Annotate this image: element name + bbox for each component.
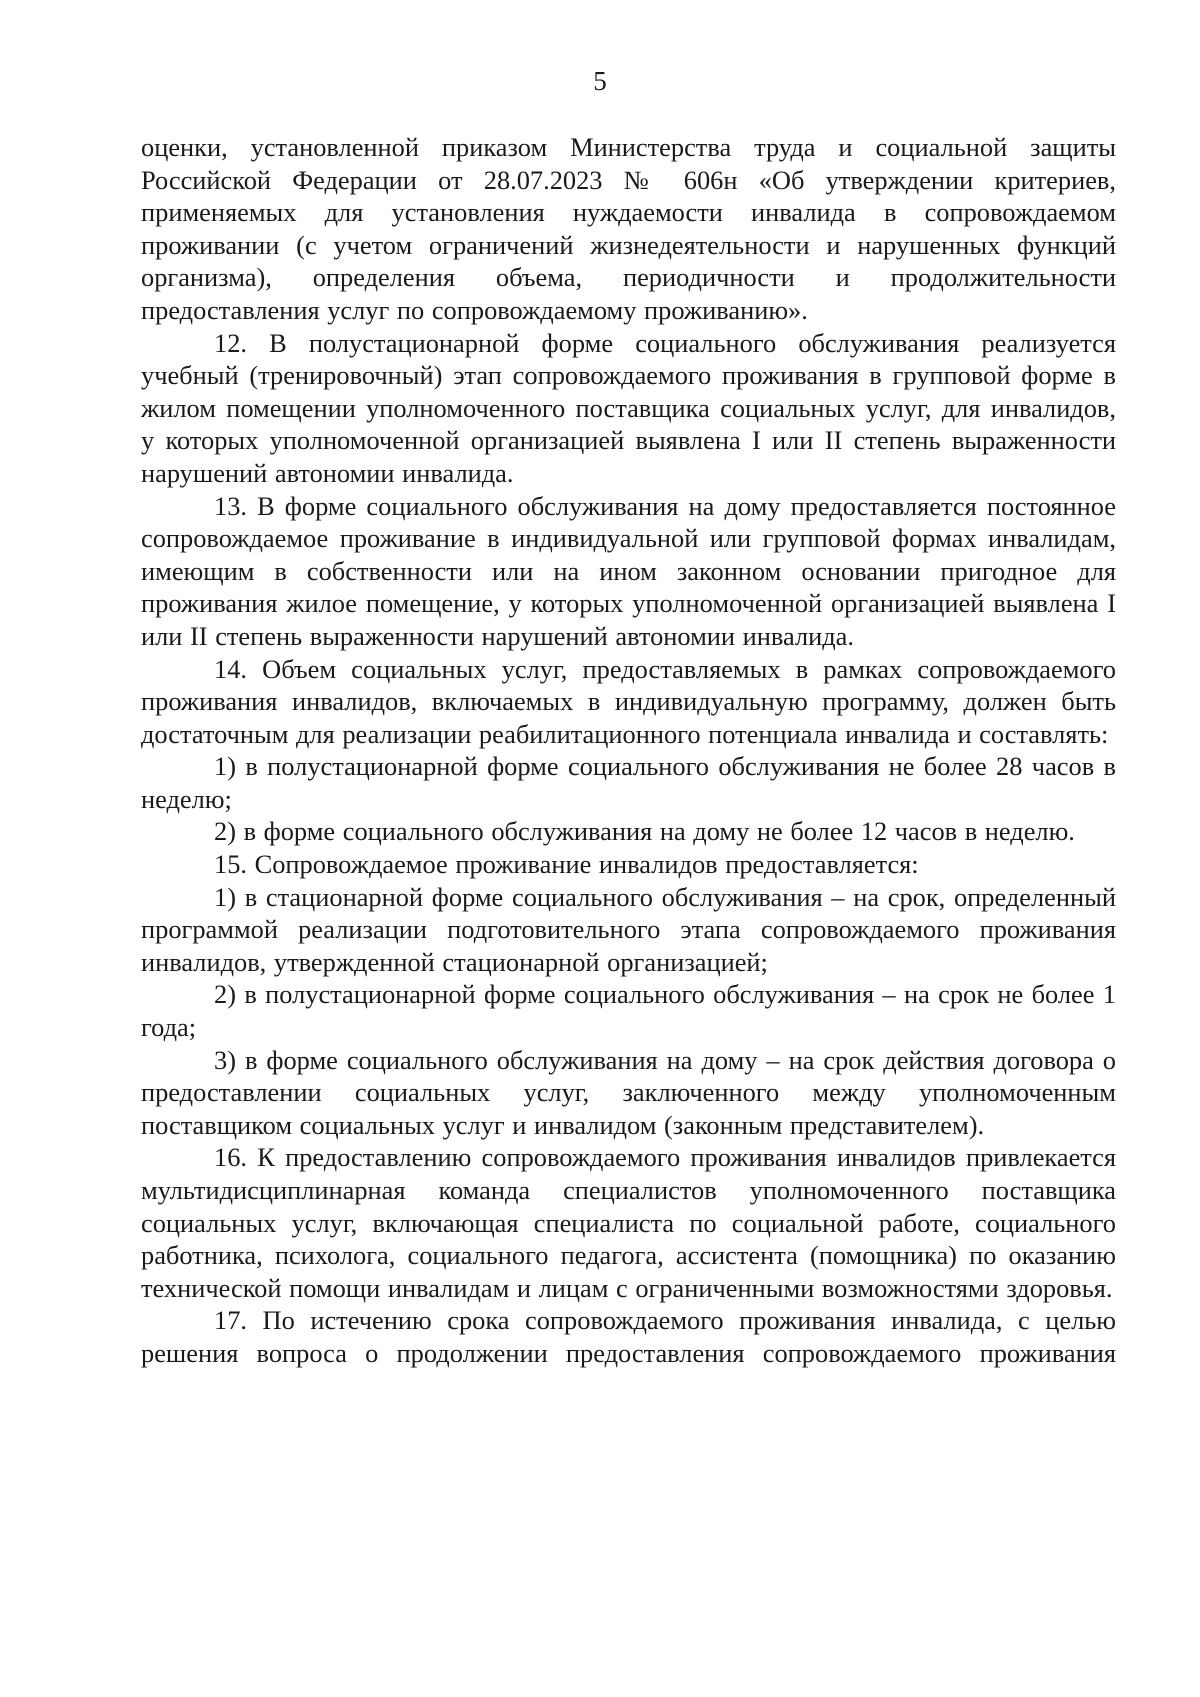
- page-number: 5: [593, 66, 607, 96]
- paragraph-12: 12. В полустационарной форме социального обслуживания реализуется учебный (тренировочный) этап сопровождаемого проживания в групповой форме в жилом помещении уполномоченного поставщика социальных услуг, для инвалидов, у которых уполномоченной организацией выявлена I или II степень выраженности нарушений автономии инвалида.: [141, 327, 1116, 488]
- paragraph-14: 14. Объем социальных услуг, предоставляемых в рамках сопровождаемого проживания инвалидов, включаемых в индивидуальную программу, должен быть достаточным для реализации реабилитационного потенциала инвалида и составлять:: [141, 653, 1116, 749]
- paragraph-17: 17. По истечению срока сопровождаемого проживания инвалида, с целью решения вопроса о продолжении предоставления сопровождаемого проживания: [141, 1305, 1116, 1368]
- paragraph-15-item-2: 2) в полустационарной форме социального обслуживания – на срок не более 1 года;: [141, 979, 1116, 1043]
- paragraph-15-item-3: 3) в форме социального обслуживания на дому – на срок действия договора о предоставлении социальных услуг, заключенного между уполномоченным поставщиком социальных услуг и инвалидом (законным представителем).: [141, 1044, 1116, 1140]
- paragraph-14-item-2: 2) в форме социального обслуживания на дому не более 12 часов в неделю.: [214, 816, 1075, 847]
- paragraph-criteria-order: оценки, установленной приказом Министерства труда и социальной защиты Российской Федерации от 28.07.2023 № 606н «Об утверждении критериев, применяемых для установления нуждаемости инвалида в сопровождаемом проживании (с учетом ограничений жизнедеятельности и нарушенных функций организма), определения объема, периодичности и продолжительности предоставления услуг по сопровождаемому проживанию».: [141, 132, 1116, 325]
- paragraph-14-item-1: 1) в полустационарной форме социального обслуживания не более 28 часов в неделю;: [141, 751, 1116, 814]
- paragraph-15-item-1: 1) в стационарной форме социального обслуживания – на срок, определенный программой реализации подготовительного этапа сопровождаемого проживания инвалидов, утвержденной стационарной организацией;: [141, 881, 1116, 977]
- document-body: [141, 131, 1116, 1370]
- paragraph-16: 16. К предоставлению сопровождаемого проживания инвалидов привлекается мультидисциплинарная команда специалистов уполномоченного поставщика социальных услуг, включающая специалиста по социальной работе, социального работника, психолога, социального педагога, ассистента (помощника) по оказанию технической помощи инвалидам и лицам с ограниченными возможностями здоровья.: [141, 1142, 1116, 1303]
- paragraph-13: 13. В форме социального обслуживания на дому предоставляется постоянное сопровождаемое проживание в индивидуальной или групповой формах инвалидам, имеющим в собственности или на ином законном основании пригодное для проживания жилое помещение, у которых уполномоченной организацией выявлена I или II степень выраженности нарушений автономии инвалида.: [141, 490, 1116, 651]
- paragraph-15: 15. Сопровождаемое проживание инвалидов предоставляется:: [214, 849, 919, 880]
